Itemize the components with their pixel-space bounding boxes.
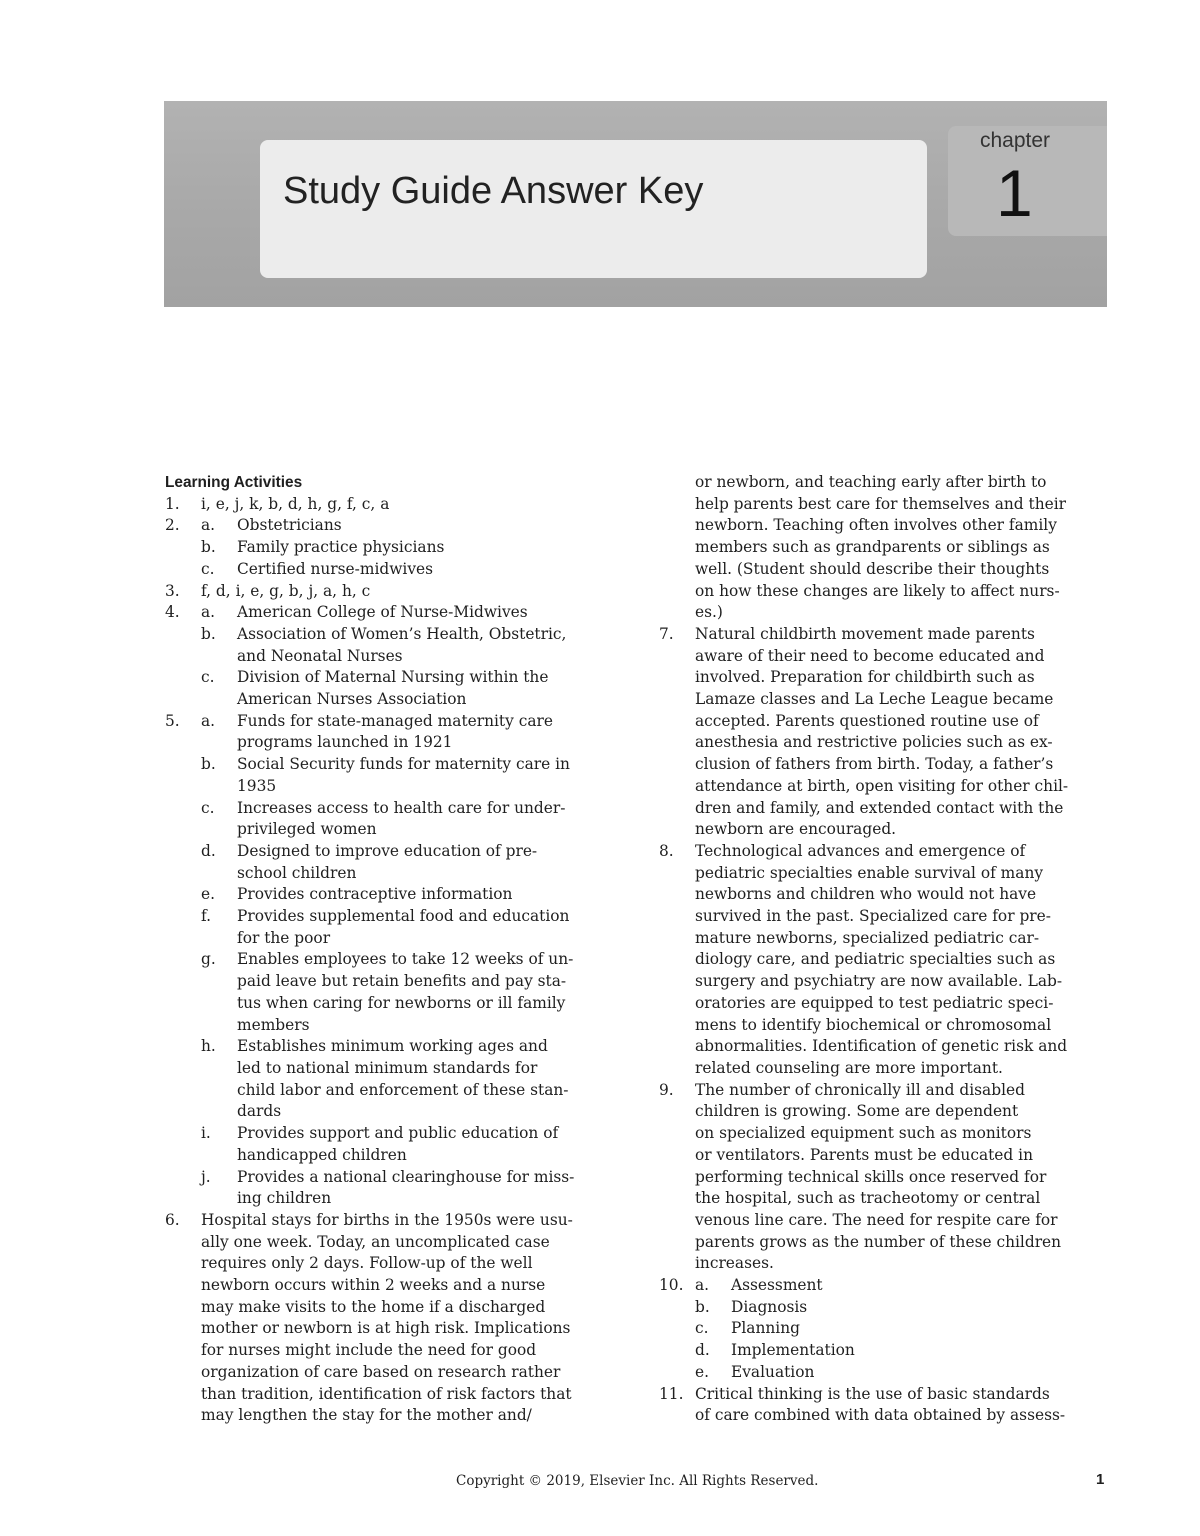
answer-text: accepted. Parents questioned routine use of: [695, 711, 1039, 730]
sub-text: dards: [237, 1102, 282, 1121]
sub-text: Social Security funds for maternity care in: [237, 755, 570, 774]
answer-1: [165, 494, 615, 516]
answer-10: [659, 1275, 1109, 1384]
sub-text: American College of Nurse-Midwives: [237, 603, 528, 622]
answer-text: mature newborns, specialized pediatric car-: [695, 928, 1040, 947]
answer-5: [165, 711, 615, 1210]
answer-text: anesthesia and restrictive policies such as ex-: [695, 733, 1053, 752]
sub-letter: e.: [695, 1362, 710, 1381]
answer-text: may make visits to the home if a discharged: [201, 1297, 546, 1316]
sub-letter: c.: [201, 559, 215, 578]
copyright-notice: Copyright © 2019, Elsevier Inc. All Rights Reserved.: [456, 1473, 819, 1489]
answer-3: [165, 581, 615, 603]
sub-text: paid leave but retain benefits and pay sta-: [237, 972, 567, 991]
answer-text: requires only 2 days. Follow-up of the well: [201, 1254, 533, 1273]
answer-text: parents grows as the number of these children: [695, 1232, 1062, 1251]
answer-text: diology care, and pediatric specialties such as: [695, 950, 1056, 969]
sub-letter: c.: [201, 798, 215, 817]
sub-letter: i.: [201, 1124, 211, 1143]
item-number: 3.: [165, 581, 180, 600]
answer-text: newborn are encouraged.: [695, 820, 897, 839]
page-number: 1: [1096, 1471, 1105, 1488]
sub-letter: b.: [695, 1297, 710, 1316]
answer-text: Lamaze classes and La Leche League became: [695, 690, 1054, 709]
answer-text: members such as grandparents or siblings as: [695, 538, 1050, 557]
answer-6: [165, 1210, 615, 1427]
sub-answer: [695, 1362, 1109, 1384]
sub-text: Enables employees to take 12 weeks of un-: [237, 950, 574, 969]
answer-text: related counseling are more important.: [695, 1058, 1003, 1077]
item-number: 8.: [659, 841, 674, 860]
answer-text: ally one week. Today, an uncomplicated case: [201, 1232, 550, 1251]
answer-8: [659, 841, 1109, 1080]
sub-text: handicapped children: [237, 1145, 407, 1164]
sub-text: 1935: [237, 776, 277, 795]
answer-9: [659, 1080, 1109, 1275]
left-column: [165, 472, 615, 1427]
answer-text: or newborn, and teaching early after birth to: [695, 473, 1047, 491]
sub-answer: [201, 624, 615, 667]
sub-answer: [201, 1167, 615, 1210]
sub-text: Diagnosis: [731, 1297, 808, 1316]
answer-text: organization of care based on research rather: [201, 1362, 561, 1381]
answer-7: [659, 624, 1109, 841]
answer-4: [165, 602, 615, 711]
answer-text: Critical thinking is the use of basic standards: [695, 1384, 1050, 1403]
answer-text: venous line care. The need for respite care for: [695, 1210, 1058, 1229]
sub-text: led to national minimum standards for: [237, 1058, 538, 1077]
sub-text: Assessment: [731, 1276, 823, 1295]
sub-letter: f.: [201, 907, 212, 926]
sub-text: Provides supplemental food and education: [237, 907, 570, 926]
sub-answer: [201, 1036, 615, 1123]
answer-text: survived in the past. Specialized care for pre-: [695, 907, 1051, 926]
sub-letter: e.: [201, 885, 216, 904]
sub-letter: j.: [201, 1167, 211, 1186]
answer-text: or ventilators. Parents must be educated in: [695, 1145, 1033, 1164]
sub-text: Evaluation: [731, 1362, 815, 1381]
answer-text: dren and family, and extended contact with the: [695, 798, 1064, 817]
sub-answer: [201, 559, 615, 581]
sub-text: programs launched in 1921: [237, 733, 453, 752]
item-number: 9.: [659, 1080, 674, 1099]
answer-text: Technological advances and emergence of: [695, 841, 1026, 860]
answer-text: oratories are equipped to test pediatric speci-: [695, 993, 1054, 1012]
answer-text: es.): [695, 603, 723, 622]
sub-answer: [201, 667, 615, 710]
sub-text: ing children: [237, 1189, 332, 1208]
sub-text: American Nurses Association: [237, 690, 467, 709]
answer-text: aware of their need to become educated and: [695, 646, 1045, 665]
sub-text: Designed to improve education of pre-: [237, 841, 538, 860]
sub-answer: [201, 711, 615, 754]
answer-text: than tradition, identification of risk factors that: [201, 1384, 572, 1403]
answer-text: mother or newborn is at high risk. Implications: [201, 1319, 571, 1338]
sub-letter: c.: [695, 1319, 709, 1338]
sub-letter: a.: [201, 603, 216, 622]
answer-text: increases.: [695, 1254, 774, 1273]
answer-text: attendance at birth, open visiting for other chil-: [695, 776, 1069, 795]
sub-text: Provides support and public education of: [237, 1124, 559, 1143]
sub-text: Family practice physicians: [237, 538, 445, 557]
sub-letter: d.: [695, 1341, 710, 1360]
chapter-number: 1: [996, 156, 1033, 230]
answer-2: [165, 515, 615, 580]
answer-text: on specialized equipment such as monitors: [695, 1124, 1032, 1143]
answer-text: well. (Student should describe their thoughts: [695, 559, 1050, 578]
answer-text: performing technical skills once reserved for: [695, 1167, 1047, 1186]
sub-text: Provides a national clearinghouse for miss-: [237, 1167, 575, 1186]
sub-letter: h.: [201, 1037, 216, 1056]
answer-text: the hospital, such as tracheotomy or central: [695, 1189, 1041, 1208]
answer-text: on how these changes are likely to affect nurs-: [695, 581, 1060, 600]
sub-answer: [695, 1318, 1109, 1340]
sub-letter: g.: [201, 950, 216, 969]
item-number: 5.: [165, 711, 180, 730]
sub-letter: a.: [201, 711, 216, 730]
sub-text: Association of Women’s Health, Obstetric,: [237, 624, 567, 643]
answer-6-continued: [659, 472, 1109, 624]
sub-letter: b.: [201, 538, 216, 557]
answer-text: newborns and children who would not have: [695, 885, 1037, 904]
sub-letter: b.: [201, 755, 216, 774]
sub-answer: [201, 884, 615, 906]
sub-text: for the poor: [237, 928, 331, 947]
sub-text: privileged women: [237, 820, 377, 839]
sub-answer: [201, 602, 615, 624]
answer-text: The number of chronically ill and disabled: [695, 1080, 1025, 1099]
answer-text: newborn. Teaching often involves other family: [695, 516, 1057, 535]
answer-text: involved. Preparation for childbirth such as: [695, 668, 1035, 687]
item-number: 2.: [165, 516, 180, 535]
sub-text: Implementation: [731, 1341, 855, 1360]
sub-answer: [695, 1275, 1109, 1297]
answer-text: clusion of fathers from birth. Today, a father’s: [695, 755, 1054, 774]
sub-text: Increases access to health care for under-: [237, 798, 566, 817]
right-column: [659, 472, 1109, 1427]
sub-text: Certified nurse-midwives: [237, 559, 434, 578]
answer-11: [659, 1384, 1109, 1427]
section-title: Learning Activities: [165, 474, 303, 491]
item-number: 11.: [659, 1384, 684, 1403]
answer-text: mens to identify biochemical or chromosomal: [695, 1015, 1052, 1034]
page-title: Study Guide Answer Key: [283, 170, 704, 212]
sub-text: and Neonatal Nurses: [237, 646, 403, 665]
sub-letter: d.: [201, 841, 216, 860]
sub-text: Establishes minimum working ages and: [237, 1037, 548, 1056]
sub-answer: [201, 949, 615, 1036]
sub-text: school children: [237, 863, 357, 882]
item-number: 7.: [659, 624, 674, 643]
sub-text: tus when caring for newborns or ill family: [237, 993, 566, 1012]
answer-text: pediatric specialties enable survival of many: [695, 863, 1044, 882]
answer-text: newborn occurs within 2 weeks and a nurse: [201, 1276, 546, 1295]
sub-answer: [201, 515, 615, 537]
item-number: 4.: [165, 603, 180, 622]
answer-text: i, e, j, k, b, d, h, g, f, c, a: [201, 494, 390, 513]
sub-text: members: [237, 1015, 310, 1034]
answer-text: for nurses might include the need for good: [201, 1341, 537, 1360]
answer-text: children is growing. Some are dependent: [695, 1102, 1019, 1121]
answer-text: of care combined with data obtained by assess-: [695, 1406, 1066, 1425]
item-number: 6.: [165, 1210, 180, 1229]
sub-text: child labor and enforcement of these stan-: [237, 1080, 569, 1099]
sub-answer: [201, 798, 615, 841]
item-number: 10.: [659, 1276, 684, 1295]
sub-text: Division of Maternal Nursing within the: [237, 668, 549, 687]
sub-letter: a.: [201, 516, 216, 535]
sub-answer: [201, 754, 615, 797]
sub-text: Planning: [731, 1319, 800, 1338]
answer-text: help parents best care for themselves and their: [695, 494, 1067, 513]
sub-answer: [201, 906, 615, 949]
answer-text: abnormalities. Identification of genetic risk and: [695, 1037, 1068, 1056]
sub-answer: [695, 1340, 1109, 1362]
answer-text: may lengthen the stay for the mother and/: [201, 1406, 532, 1425]
chapter-label: chapter: [980, 129, 1051, 152]
sub-letter: b.: [201, 624, 216, 643]
answer-text: f, d, i, e, g, b, j, a, h, c: [201, 581, 371, 600]
sub-answer: [201, 1123, 615, 1166]
item-number: 1.: [165, 494, 180, 513]
sub-text: Funds for state-managed maternity care: [237, 711, 553, 730]
answer-text: surgery and psychiatry are now available. Lab-: [695, 972, 1063, 991]
sub-text: Provides contraceptive information: [237, 885, 513, 904]
sub-letter: c.: [201, 668, 215, 687]
sub-answer: [201, 841, 615, 884]
sub-answer: [201, 537, 615, 559]
sub-letter: a.: [695, 1276, 710, 1295]
sub-answer: [695, 1297, 1109, 1319]
answer-text: Natural childbirth movement made parents: [695, 624, 1035, 643]
sub-text: Obstetricians: [237, 516, 342, 535]
answer-text: Hospital stays for births in the 1950s were usu-: [201, 1210, 573, 1229]
